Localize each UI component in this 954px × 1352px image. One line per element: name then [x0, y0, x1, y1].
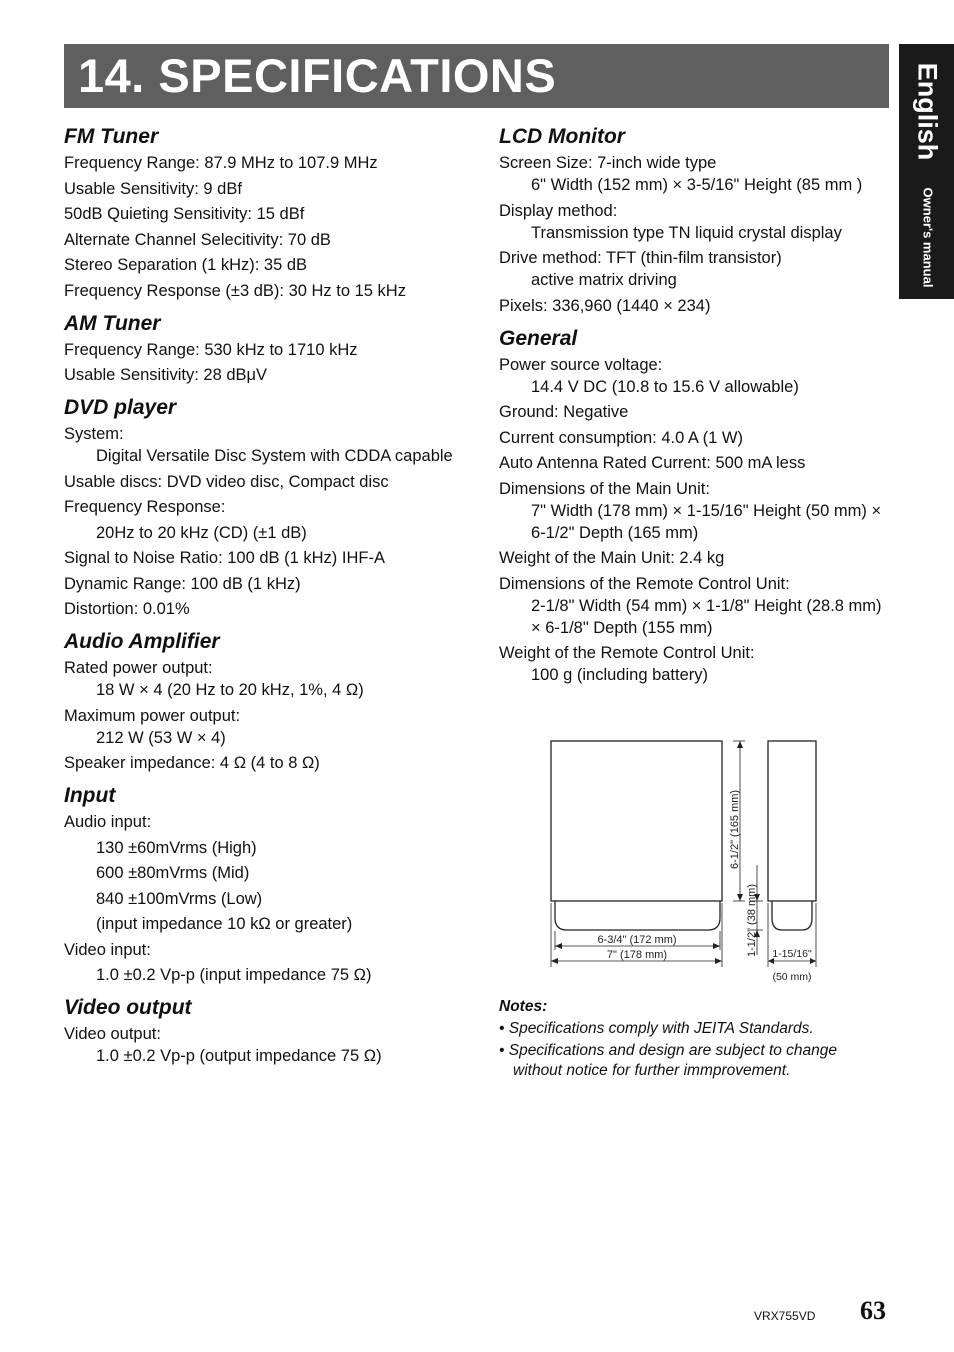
spec-line: Screen Size: 7-inch wide type — [499, 154, 717, 172]
section-heading: General — [499, 326, 578, 350]
spec-section-am-tuner — [64, 309, 474, 387]
spec-line: 14.4 V DC (10.8 to 15.6 V allowable) — [531, 377, 799, 396]
spec-line: Weight of the Main Unit: 2.4 kg — [499, 549, 725, 567]
spec-line: Frequency Response (±3 dB): 30 Hz to 15 kHz — [64, 281, 406, 300]
spec-line: 212 W (53 W × 4) — [96, 728, 226, 747]
page-number: 63 — [860, 1296, 886, 1325]
height-label: 1-15/16" — [772, 948, 812, 960]
section-heading: Audio Amplifier — [64, 630, 220, 653]
spec-line: Ground: Negative — [499, 403, 629, 421]
spec-line: 50dB Quieting Sensitivity: 15 dBf — [64, 205, 305, 223]
spec-line: Distortion: 0.01% — [64, 600, 190, 618]
title-bar — [64, 44, 889, 108]
left-column — [64, 122, 474, 1074]
spec-line: active matrix driving — [531, 271, 677, 289]
height-mm-label: (50 mm) — [772, 971, 812, 983]
notes-heading: Notes: — [499, 998, 548, 1015]
spec-line: 1.0 ±0.2 Vp-p (input impedance 75 Ω) — [96, 966, 372, 984]
lip-label: 1-1/2" (38 mm) — [746, 884, 758, 957]
spec-line: System: — [64, 425, 124, 443]
section-heading: DVD player — [64, 396, 177, 419]
spec-section-video-output — [64, 993, 474, 1067]
spec-line: Alternate Channel Selecitivity: 70 dB — [64, 230, 331, 249]
spec-line: Transmission type TN liquid crystal display — [531, 223, 842, 242]
section-heading: AM Tuner — [64, 311, 161, 335]
spec-line: Frequency Range: 530 kHz to 1710 kHz — [64, 340, 358, 359]
spec-line: Auto Antenna Rated Current: 500 mA less — [499, 454, 806, 472]
spec-line: Signal to Noise Ratio: 100 dB (1 kHz) IHF-A — [64, 549, 385, 567]
spec-line: Dynamic Range: 100 dB (1 kHz) — [64, 574, 301, 593]
language-side-tab — [899, 44, 954, 299]
spec-line: Speaker impedance: 4 Ω (4 to 8 Ω) — [64, 754, 320, 772]
main-unit-outline — [551, 741, 722, 901]
spec-line: 100 g (including battery) — [531, 666, 709, 684]
spec-line: 840 ±100mVrms (Low) — [96, 889, 263, 908]
spec-line: Dimensions of the Remote Control Unit: — [499, 574, 790, 593]
spec-section-general — [499, 324, 889, 687]
spec-line: Digital Versatile Disc System with CDDA capable — [96, 447, 453, 465]
section-heading: LCD Monitor — [499, 125, 625, 148]
spec-line: Drive method: TFT (thin-film transistor) — [499, 249, 782, 267]
spec-line: Current consumption: 4.0 A (1 W) — [499, 428, 743, 447]
section-heading: Input — [64, 784, 116, 807]
spec-line: Stereo Separation (1 kHz): 35 dB — [64, 256, 308, 274]
spec-line: (input impedance 10 kΩ or greater) — [96, 915, 353, 933]
spec-line: Rated power output: — [64, 659, 213, 677]
spec-line: Frequency Range: 87.9 MHz to 107.9 MHz — [64, 154, 378, 172]
spec-line: Audio input: — [64, 813, 152, 831]
spec-line: Video output: — [64, 1025, 161, 1043]
spec-line: Maximum power output: — [64, 706, 241, 725]
spec-line: Usable Sensitivity: 28 dBμV — [64, 366, 268, 384]
spec-line: 18 W × 4 (20 Hz to 20 kHz, 1%, 4 Ω) — [96, 681, 364, 699]
spec-line: 7" Width (178 mm) × 1-15/16" Height (50 mm) × 6-1/2" Depth (165 mm) — [531, 501, 882, 542]
language-label: English — [912, 62, 943, 161]
note-item: • Specifications comply with JEITA Standards. — [499, 1020, 814, 1037]
spec-line: 6" Width (152 mm) × 3-5/16" Height (85 mm ) — [531, 176, 863, 194]
spec-section-dvd-player — [64, 393, 474, 620]
spec-section-lcd-monitor — [499, 122, 889, 317]
spec-section-input — [64, 781, 474, 986]
spec-line: Usable discs: DVD video disc, Compact disc — [64, 472, 389, 491]
section-heading: FM Tuner — [64, 125, 159, 148]
notes-block — [499, 997, 889, 1083]
outer-width-label: 7" (178 mm) — [606, 949, 668, 961]
inner-width-label: 6-3/4" (172 mm) — [597, 934, 677, 946]
spec-line: 130 ±60mVrms (High) — [96, 838, 257, 857]
spec-line: Display method: — [499, 201, 618, 220]
spec-line: Usable Sensitivity: 9 dBf — [64, 179, 242, 198]
spec-line: 600 ±80mVrms (Mid) — [96, 864, 250, 882]
spec-line: 2-1/8" Width (54 mm) × 1-1/8" Height (28.8 mm) × 6-1/8" Depth (155 mm) — [531, 596, 882, 637]
spec-section-audio-amplifier — [64, 627, 474, 774]
spec-line: Frequency Response: — [64, 498, 226, 516]
side-view-outline — [768, 741, 816, 901]
manual-label: Owner's manual — [920, 187, 936, 288]
dimension-diagram — [545, 735, 830, 990]
depth-label: 6-1/2" (165 mm) — [729, 789, 741, 869]
spec-line: 1.0 ±0.2 Vp-p (output impedance 75 Ω) — [96, 1047, 382, 1065]
spec-line: Video input: — [64, 940, 151, 959]
spec-line: 20Hz to 20 kHz (CD) (±1 dB) — [96, 523, 307, 542]
spec-line: Pixels: 336,960 (1440 × 234) — [499, 296, 711, 315]
model-number: VRX755VD — [754, 1309, 816, 1323]
main-unit-chassis — [555, 901, 720, 930]
section-heading: Video output — [64, 996, 192, 1019]
page-title: 14. SPECIFICATIONS — [78, 49, 557, 102]
spec-line: Dimensions of the Main Unit: — [499, 479, 710, 498]
spec-section-fm-tuner — [64, 122, 474, 302]
spec-line: Weight of the Remote Control Unit: — [499, 644, 755, 662]
note-item: • Specifications and design are subject to change without notice for further immprovement. — [499, 1042, 838, 1079]
right-column — [499, 122, 889, 693]
spec-line: Power source voltage: — [499, 355, 663, 374]
